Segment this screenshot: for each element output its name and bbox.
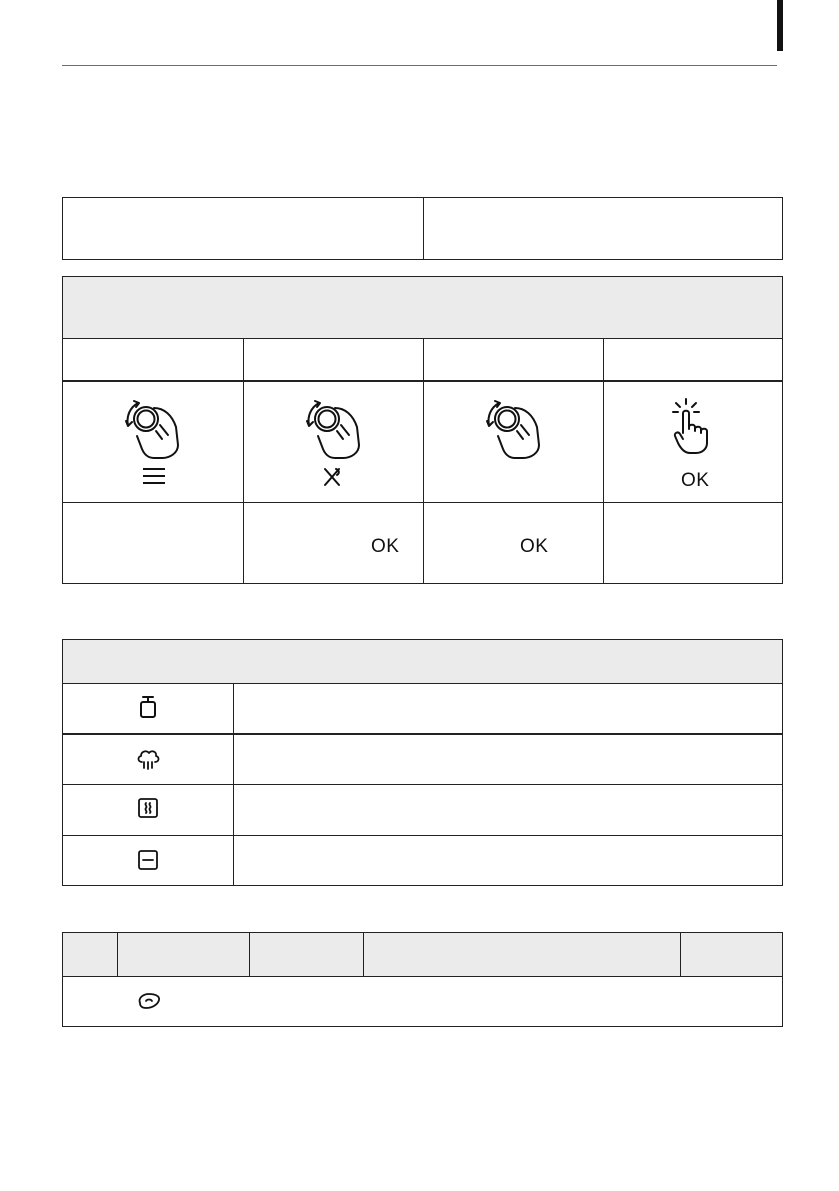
rotate-knob-hand-icon bbox=[120, 391, 188, 461]
step-2-instruction-cell bbox=[244, 503, 423, 583]
step-3-instruction-cell bbox=[424, 503, 603, 583]
fork-knife-icon bbox=[322, 467, 342, 487]
rotate-knob-hand-icon bbox=[481, 391, 549, 461]
step-2-icon-cell bbox=[244, 381, 423, 502]
legend-header bbox=[63, 640, 782, 683]
food-col-divider-3 bbox=[363, 933, 364, 976]
legend-row-timer bbox=[63, 684, 233, 733]
steam-cloud-icon bbox=[136, 747, 160, 771]
food-table bbox=[62, 932, 783, 1027]
legend-desc-2 bbox=[234, 735, 782, 784]
rotate-knob-hand-icon bbox=[301, 391, 369, 461]
legend-row-heat bbox=[63, 785, 233, 835]
icon-legend-table bbox=[62, 639, 783, 886]
legend-desc-3 bbox=[234, 785, 782, 835]
top-rule bbox=[62, 65, 777, 66]
meat-icon bbox=[137, 992, 161, 1010]
food-col-divider-2 bbox=[249, 933, 250, 976]
shelf-icon bbox=[138, 850, 158, 870]
heat-tray-icon bbox=[138, 798, 158, 818]
food-row bbox=[63, 977, 782, 1026]
step-4-instruction-cell bbox=[604, 503, 782, 583]
food-table-header bbox=[63, 933, 782, 976]
step-1-icon-cell bbox=[63, 381, 243, 502]
food-col-divider-1 bbox=[117, 933, 118, 976]
tap-hand-icon bbox=[670, 397, 716, 455]
legend-desc-4 bbox=[234, 836, 782, 885]
steps-table bbox=[62, 276, 783, 584]
ok-label: OK bbox=[681, 470, 710, 491]
step-4-icon-cell bbox=[604, 381, 782, 502]
table-1 bbox=[62, 197, 783, 260]
table-1-divider bbox=[423, 198, 424, 259]
legend-row-shelf bbox=[63, 836, 233, 885]
page-corner-mark bbox=[777, 0, 783, 51]
step-3-icon-cell bbox=[424, 381, 603, 502]
food-col-divider-4 bbox=[680, 933, 681, 976]
ok-label: OK bbox=[520, 536, 549, 557]
steps-table-header bbox=[63, 277, 782, 338]
menu-icon bbox=[143, 467, 165, 485]
ok-label: OK bbox=[371, 536, 400, 557]
step-1-instruction-cell bbox=[63, 503, 243, 583]
legend-row-steam bbox=[63, 735, 233, 784]
legend-desc-1 bbox=[234, 684, 782, 733]
timer-icon bbox=[139, 695, 157, 719]
